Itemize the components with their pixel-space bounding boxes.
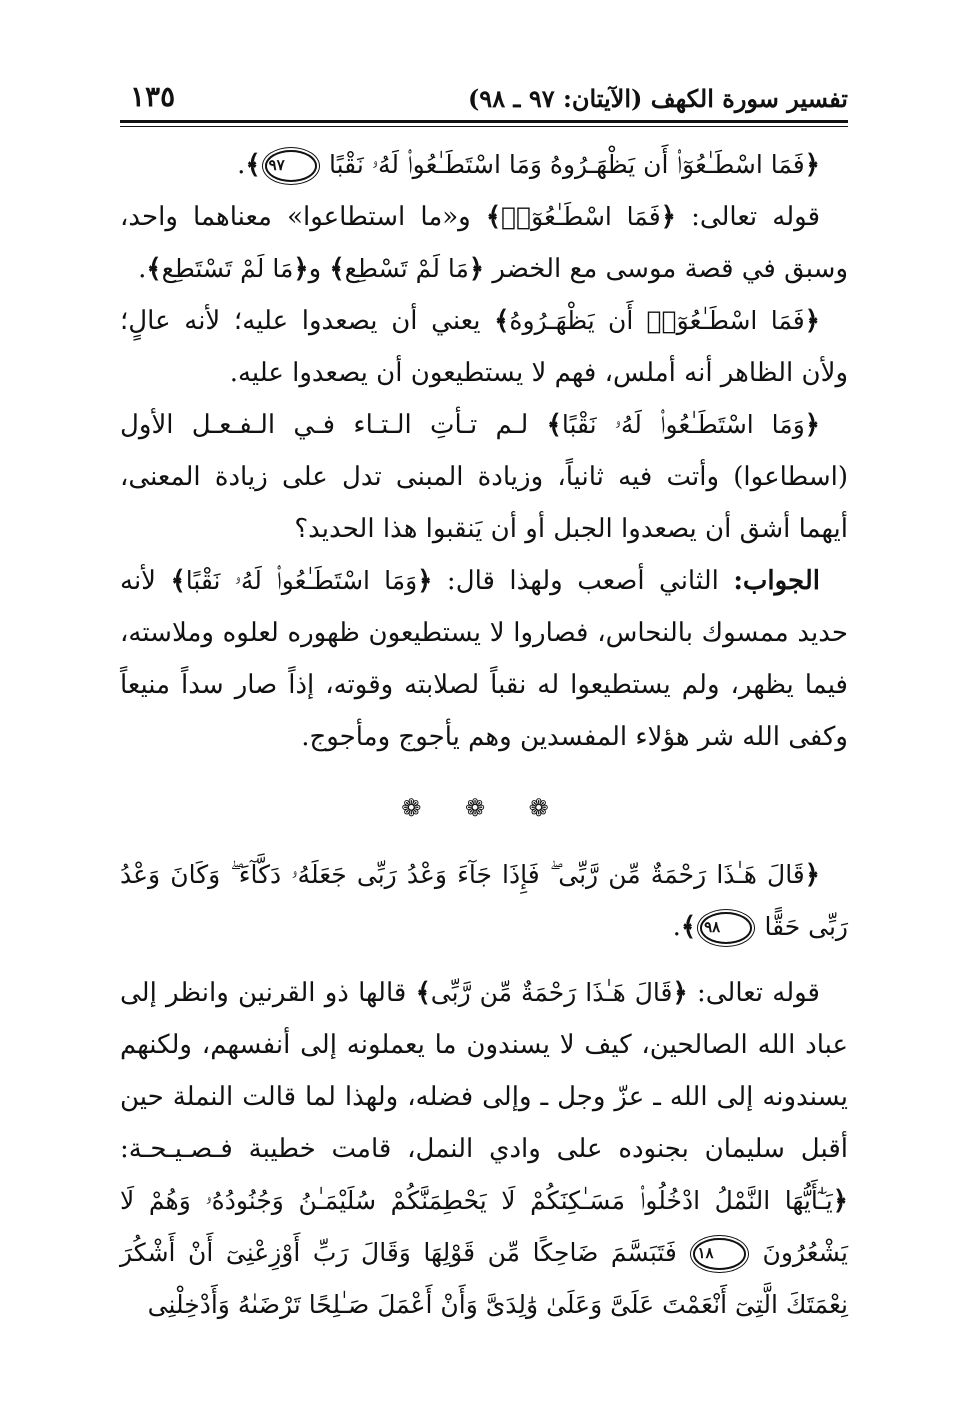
verse-98-text: قَالَ هَـٰذَا رَحْمَةٌ مِّن رَّبِّى ۖ فَإِذَا جَآءَ وَعْدُ رَبِّى جَعَلَهُۥ دَكَّآءَ ۖ وَكَانَ وَعْدُ رَبِّى حَقًّا	[120, 860, 848, 941]
quran-bracket-close: ﴾	[146, 254, 162, 284]
commentary-paragraph	[120, 295, 848, 399]
quran-bracket-open: ﴿	[804, 860, 820, 890]
paragraph-text: قوله تعالى:	[687, 978, 820, 1008]
quran-bracket-close: ﴾	[546, 410, 562, 440]
quran-quote: وَمَا اسْتَطَـٰعُوا۟ لَهُۥ نَقْبًا	[185, 566, 418, 595]
page-header	[120, 78, 848, 118]
quran-bracket-open: ﴿	[832, 1186, 848, 1216]
quran-bracket-open: ﴿	[293, 254, 309, 284]
page-number: ١٣٥	[130, 80, 176, 113]
paragraph-text: قالها ذو القرنين وانظر إلى عباد الله الصالحين، كيف لا يسندون ما يعملونه إلى أنفسهم، ولكنهم يسندونه إلى الله ـ عزّ وجل ـ وإلى فضله، ولهذا لما قالت النملة حين أقبل سليمان بجنوده على وادي النمل، قامت خطيبة فـصـيـحـة:	[120, 978, 848, 1164]
quran-bracket-close: ﴾	[485, 202, 502, 232]
ayah-number-marker: ٩٨	[700, 912, 752, 944]
quran-quote: يَـٰٓأَيُّهَا النَّمْلُ ادْخُلُوا۟ مَسَـٰكِنَكُمْ لَا يَحْطِمَنَّكُمْ سُلَيْمَـٰنُ وَجُنُودُهُۥ وَهُمْ لَا يَشْعُرُونَ	[120, 1186, 848, 1267]
header-rule-thin	[120, 126, 848, 127]
quran-quote: فَمَا اسْطَـٰعُوٓا۟	[501, 202, 661, 231]
ayah-number-marker: ١٨	[693, 1238, 745, 1270]
quran-bracket-open: ﴿	[468, 254, 485, 284]
ayah-number-marker: ٩٧	[265, 150, 317, 182]
quran-bracket-open: ﴿	[660, 202, 676, 232]
paragraph-text: لـم تـأتِ الـتـاء فـي الـفـعـل الأول (اسطاعوا) وأتت فيه ثانياً، وزيادة المبنى تدل على زيادة المعنى، أيهما أشق أن يصعدوا الجبل أو أن يَنقبوا هذا الحديد؟	[120, 410, 848, 544]
quran-bracket-close: ﴾	[245, 150, 261, 180]
quran-quote: فَمَا اسْطَـٰعُوٓا۟ أَن يَظْهَـرُوهُ	[509, 306, 805, 335]
commentary-paragraph: قوله تعالى: ﴿فَمَا اسْطَـٰعُوٓا۟﴾ و«ما استطاعوا» معناهما واحد، وسبق في قصة موسى مع الخضر ﴿مَا لَمْ تَسْطِع﴾ و﴿مَا لَمْ تَسْتَطِع﴾.	[120, 202, 848, 284]
paragraph-text: لأنه حديد ممسوك بالنحاس، فصاروا لا يستطيعون ظهوره لعلوه وملاسته، فيما يظهر، ولم يستطيعوا له نقباً لصلابته وقوته، إذاً صار سداً منيعاً وكفى الله شر هؤلاء المفسدين وهم يأجوج ومأجوج.	[120, 566, 848, 752]
paragraph-text: قوله تعالى:	[675, 202, 820, 232]
quran-bracket-open: ﴿	[417, 566, 433, 596]
paragraph-text: و«ما استطاعوا» معناهما واحد، وسبق في قصة موسى مع الخضر	[120, 202, 848, 284]
commentary-paragraph	[120, 555, 848, 763]
commentary-paragraph	[120, 399, 848, 555]
quran-bracket-close: ﴾	[680, 912, 697, 942]
quran-bracket-open: ﴿	[804, 306, 820, 336]
verse-98: ﴿قَالَ هَـٰذَا رَحْمَةٌ مِّن رَّبِّى ۖ فَإِذَا جَآءَ وَعْدُ رَبِّى جَعَلَهُۥ دَكَّآءَ ۖ وَكَانَ وَعْدُ رَبِّى حَقًّا ٩٨﴾.	[120, 860, 848, 942]
quran-bracket-close: ﴾	[329, 254, 345, 284]
book-page	[120, 78, 848, 1331]
section-separator: ❁ ❁ ❁	[401, 794, 567, 822]
header-rule-thick	[120, 120, 848, 123]
quran-quote: وَمَا اسْتَطَـٰعُوا۟ لَهُۥ نَقْبًا	[561, 410, 805, 439]
quran-quote: مَا لَمْ تَسْطِع	[344, 254, 469, 283]
paragraph-text: يعني أن يصعدوا عليه؛ لأنه عالٍ؛ ولأن الظاهر أنه أملس، فهم لا يستطيعون أن يصعدوا عليه.	[120, 306, 848, 388]
commentary-paragraph	[120, 967, 848, 1331]
quran-quote: قَالَ هَـٰذَا رَحْمَةٌ مِّن رَّبِّى	[430, 978, 673, 1007]
answer-label: الجواب:	[733, 566, 820, 596]
paragraph-text: و	[308, 254, 330, 284]
paragraph-text: الثاني أصعب ولهذا قال:	[432, 566, 734, 596]
quran-bracket-close: ﴾	[494, 306, 510, 336]
page-body	[120, 139, 848, 1331]
running-title: تفسير سورة الكهف (الآيتان: ٩٧ ـ ٩٨)	[467, 84, 848, 113]
quran-bracket-open: ﴿	[672, 978, 688, 1008]
verse-97-text: فَمَا اسْطَـٰعُوٓا۟ أَن يَظْهَـرُوهُ وَمَا اسْتَطَـٰعُوا۟ لَهُۥ نَقْبًا	[329, 150, 805, 179]
verse-97: ﴿فَمَا اسْطَـٰعُوٓا۟ أَن يَظْهَـرُوهُ وَمَا اسْتَطَـٰعُوا۟ لَهُۥ نَقْبًا ٩٧﴾.	[237, 150, 820, 180]
quran-bracket-open: ﴿	[804, 150, 820, 180]
quran-quote: فَتَبَسَّمَ ضَاحِكًا مِّن قَوْلِهَا وَقَالَ رَبِّ أَوْزِعْنِىٓ أَنْ أَشْكُرَ نِعْمَتَكَ الَّتِىٓ أَنْعَمْتَ عَلَىَّ وَعَلَىٰ وَٰلِدَىَّ وَأَنْ أَعْمَلَ صَـٰلِحًا تَرْضَىٰهُ وَأَدْخِلْنِى	[120, 1238, 848, 1319]
quran-bracket-close: ﴾	[415, 978, 431, 1008]
quran-bracket-open: ﴿	[804, 410, 821, 440]
quran-bracket-close: ﴾	[170, 566, 186, 596]
quran-quote: مَا لَمْ تَسْتَطِع	[161, 254, 294, 283]
